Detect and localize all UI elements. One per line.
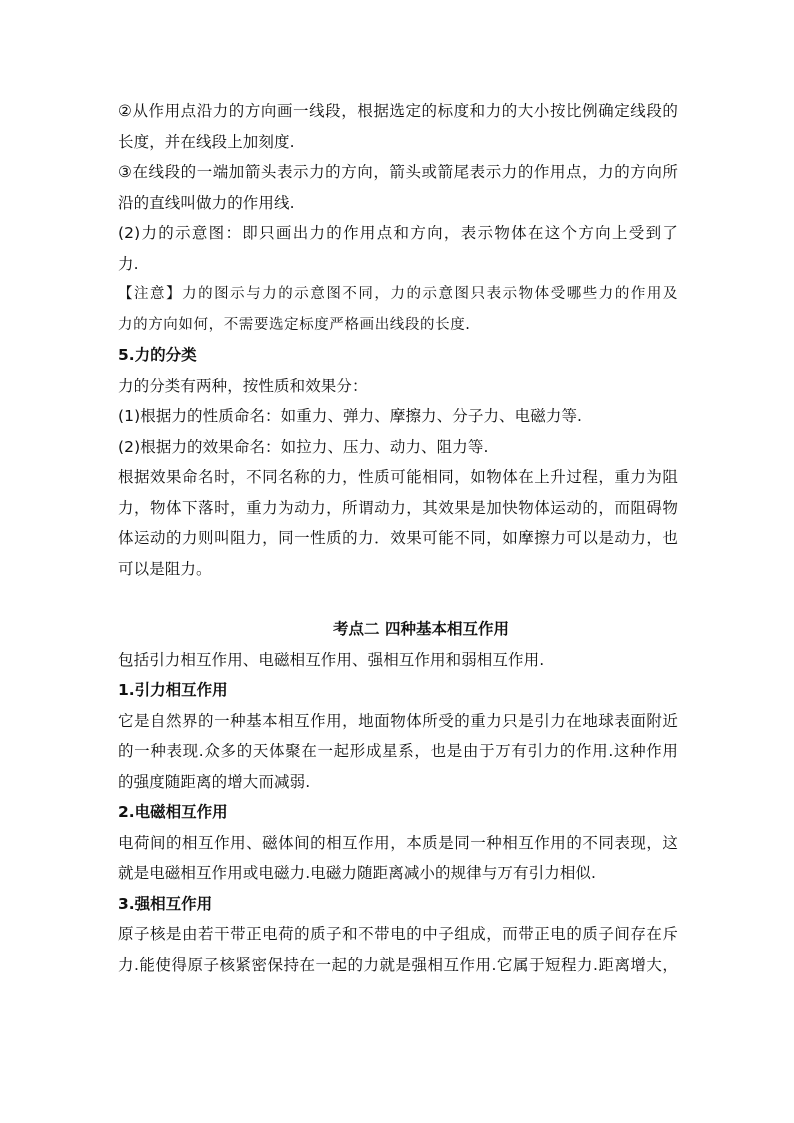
paragraph-line: 力. (118, 254, 139, 273)
paragraph-line: 原子核是由若干带正电荷的质子和不带电的中子组成，而带正电的质子间存在斥 (118, 925, 678, 943)
list-item: (2)根据力的效果命名：如拉力、压力、动力、阻力等. (118, 437, 489, 456)
paragraph-line: 电荷间的相互作用、磁体间的相互作用，本质是同一种相互作用的不同表现，这 (118, 833, 678, 852)
paragraph-line: (2)力的示意图：即只画出力的作用点和方向，表示物体在这个方向上受到了 (118, 224, 678, 242)
paragraph-line: 的一种表现.众多的天体聚在一起形成星系，也是由于万有引力的作用.这种作用 (118, 742, 678, 760)
paragraph-line: 力的分类有两种，按性质和效果分： (118, 376, 368, 395)
paragraph-line: 就是电磁相互作用或电磁力.电磁力随距离减小的规律与万有引力相似. (118, 864, 597, 882)
paragraph-line: ③在线段的一端加箭头表示力的方向，箭头或箭尾表示力的作用点，力的方向所 (118, 163, 678, 181)
paragraph-line: 它是自然界的一种基本相互作用，地面物体所受的重力只是引力在地球表面附近 (118, 711, 678, 730)
paragraph-line: 沿的直线叫做力的作用线. (118, 193, 295, 212)
note-line: 【注意】力的图示与力的示意图不同，力的示意图只表示物体受哪些力的作用及 (118, 286, 678, 302)
subsection-heading: 2.电磁相互作用 (118, 803, 228, 821)
paragraph-line: 的强度随距离的增大而减弱. (118, 772, 311, 791)
paragraph-line: ②从作用点沿力的方向画一线段，根据选定的标度和力的大小按比例确定线段的 (118, 102, 678, 120)
subsection-heading: 1.引力相互作用 (118, 681, 228, 699)
paragraph-line: 力，物体下落时，重力为动力，所谓动力，其效果是加快物体运动的，而阻碍物 (118, 498, 678, 517)
paragraph-line: 长度，并在线段上加刻度. (118, 132, 295, 151)
paragraph-line: 包括引力相互作用、电磁相互作用、强相互作用和弱相互作用. (118, 650, 545, 669)
document-page (118, 96, 678, 980)
subsection-heading: 3.强相互作用 (118, 894, 213, 913)
paragraph-line: 体运动的力则叫阻力，同一性质的力．效果可能不同，如摩擦力可以是动力，也 (118, 529, 678, 547)
note-line: 力的方向如何，不需要选定标度严格画出线段的长度. (118, 316, 471, 333)
paragraph-line: 力.能使得原子核紧密保持在一起的力就是强相互作用.它属于短程力.距离增大， (118, 955, 678, 974)
section-heading: 5.力的分类 (118, 346, 197, 364)
section-title: 考点二 四种基本相互作用 (333, 620, 509, 638)
list-item: (1)根据力的性质命名：如重力、弹力、摩擦力、分子力、电磁力等. (118, 407, 583, 425)
paragraph-line: 可以是阻力。 (118, 559, 212, 578)
paragraph-line: 根据效果命名时，不同名称的力，性质可能相同，如物体在上升过程，重力为阻 (118, 468, 678, 486)
